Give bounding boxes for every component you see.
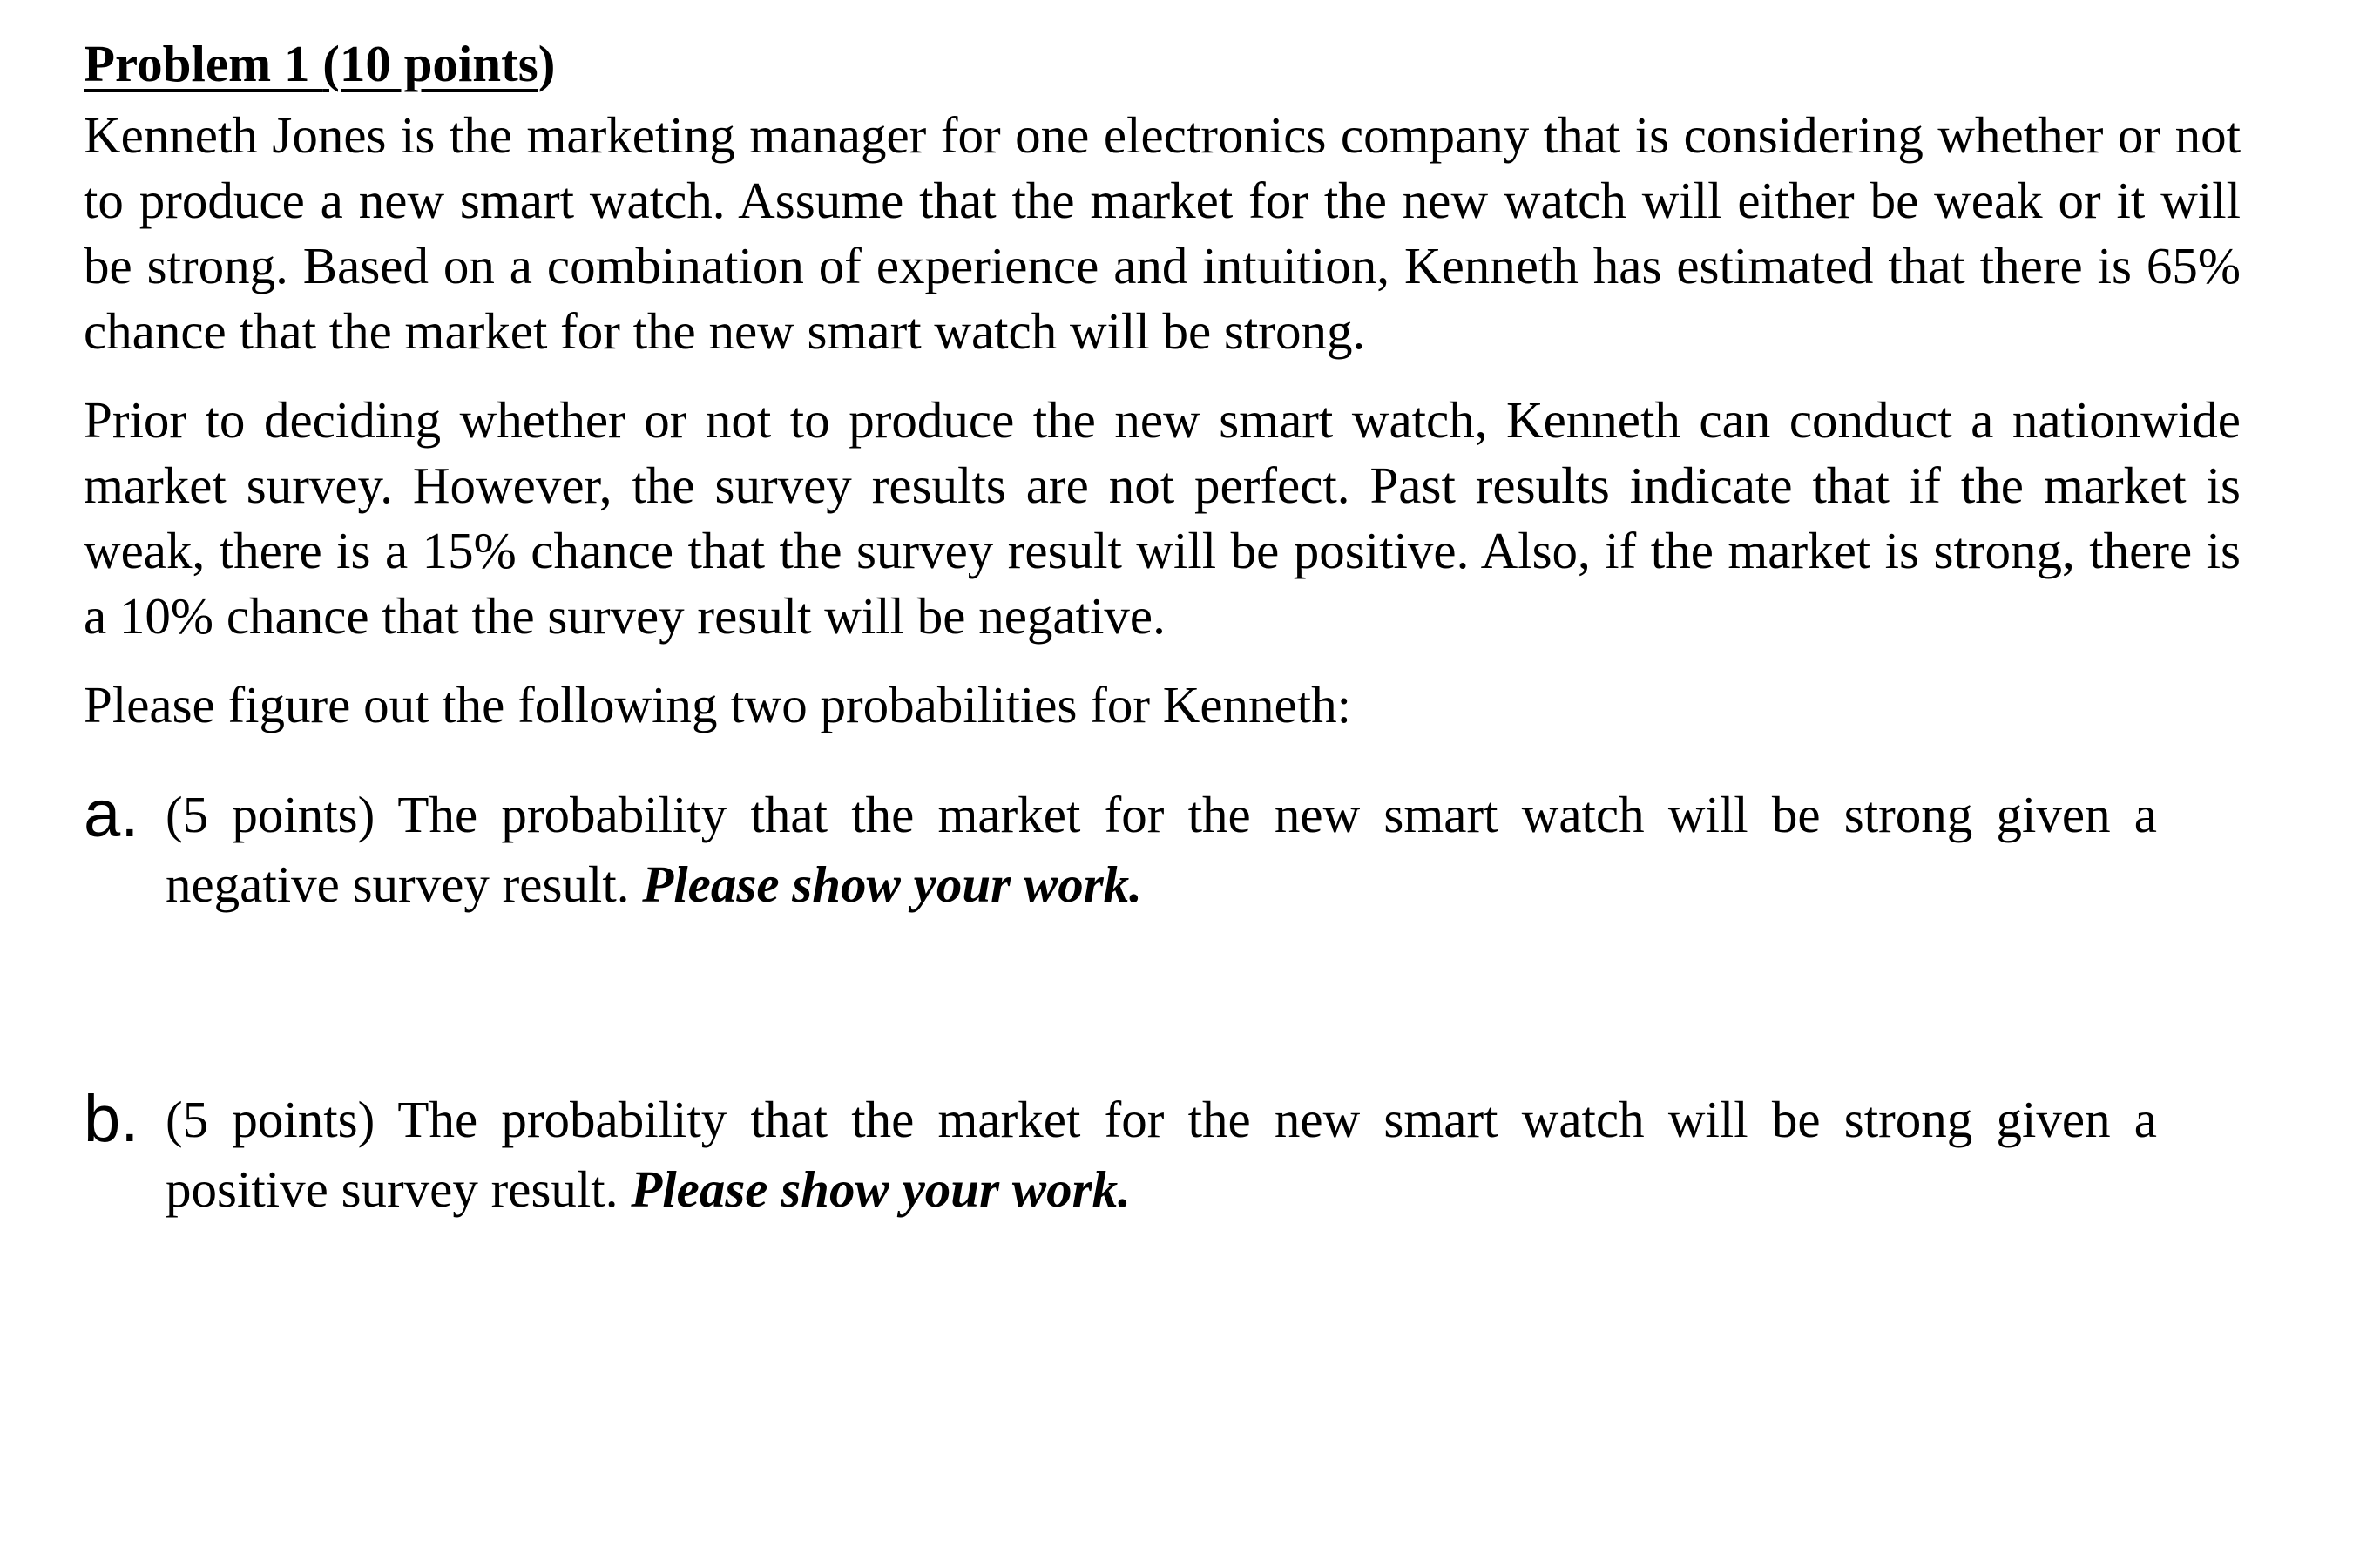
problem-title-close: ) [538,35,556,92]
problem-page [84,26,2241,738]
instruction-paragraph: Please figure out the following two probabilities for Kenneth: [84,676,1352,733]
question-body: (5 points) The probability that the market for the new smart watch will be strong given a negative survey result. [166,786,2157,913]
problem-title-label: Problem 1 [84,35,323,92]
problem-title [84,26,2241,101]
question-text [166,1085,2157,1224]
question-letter: b. [84,1082,139,1156]
question-emphasis: Please show your work. [642,855,1142,913]
question-letter: a. [84,777,139,851]
question-text [166,780,2157,919]
question-body: (5 points) The probability that the market for the new smart watch will be strong given a positive survey result. [166,1091,2157,1218]
intro-paragraph: Kenneth Jones is the marketing manager for one electronics company that is considering whether or not to produce a new smart watch. Assume that the market for the new watch will either be weak or it will be strong. Based on a combination of experience and intuition, Kenneth has estimated that there is 65% chance that the market for the new smart watch will be strong. [84,106,2241,360]
question-emphasis: Please show your work. [631,1160,1131,1218]
survey-paragraph: Prior to deciding whether or not to produce the new smart watch, Kenneth can conduct a nationwide market survey. However, the survey results are not perfect. Past results indicate that if the market is weak, there is a 15% chance that the survey result will be positive. Also, if the market is strong, there is a 10% chance that the survey result will be negative. [84,391,2241,645]
problem-title-points: (10 points [322,35,538,92]
